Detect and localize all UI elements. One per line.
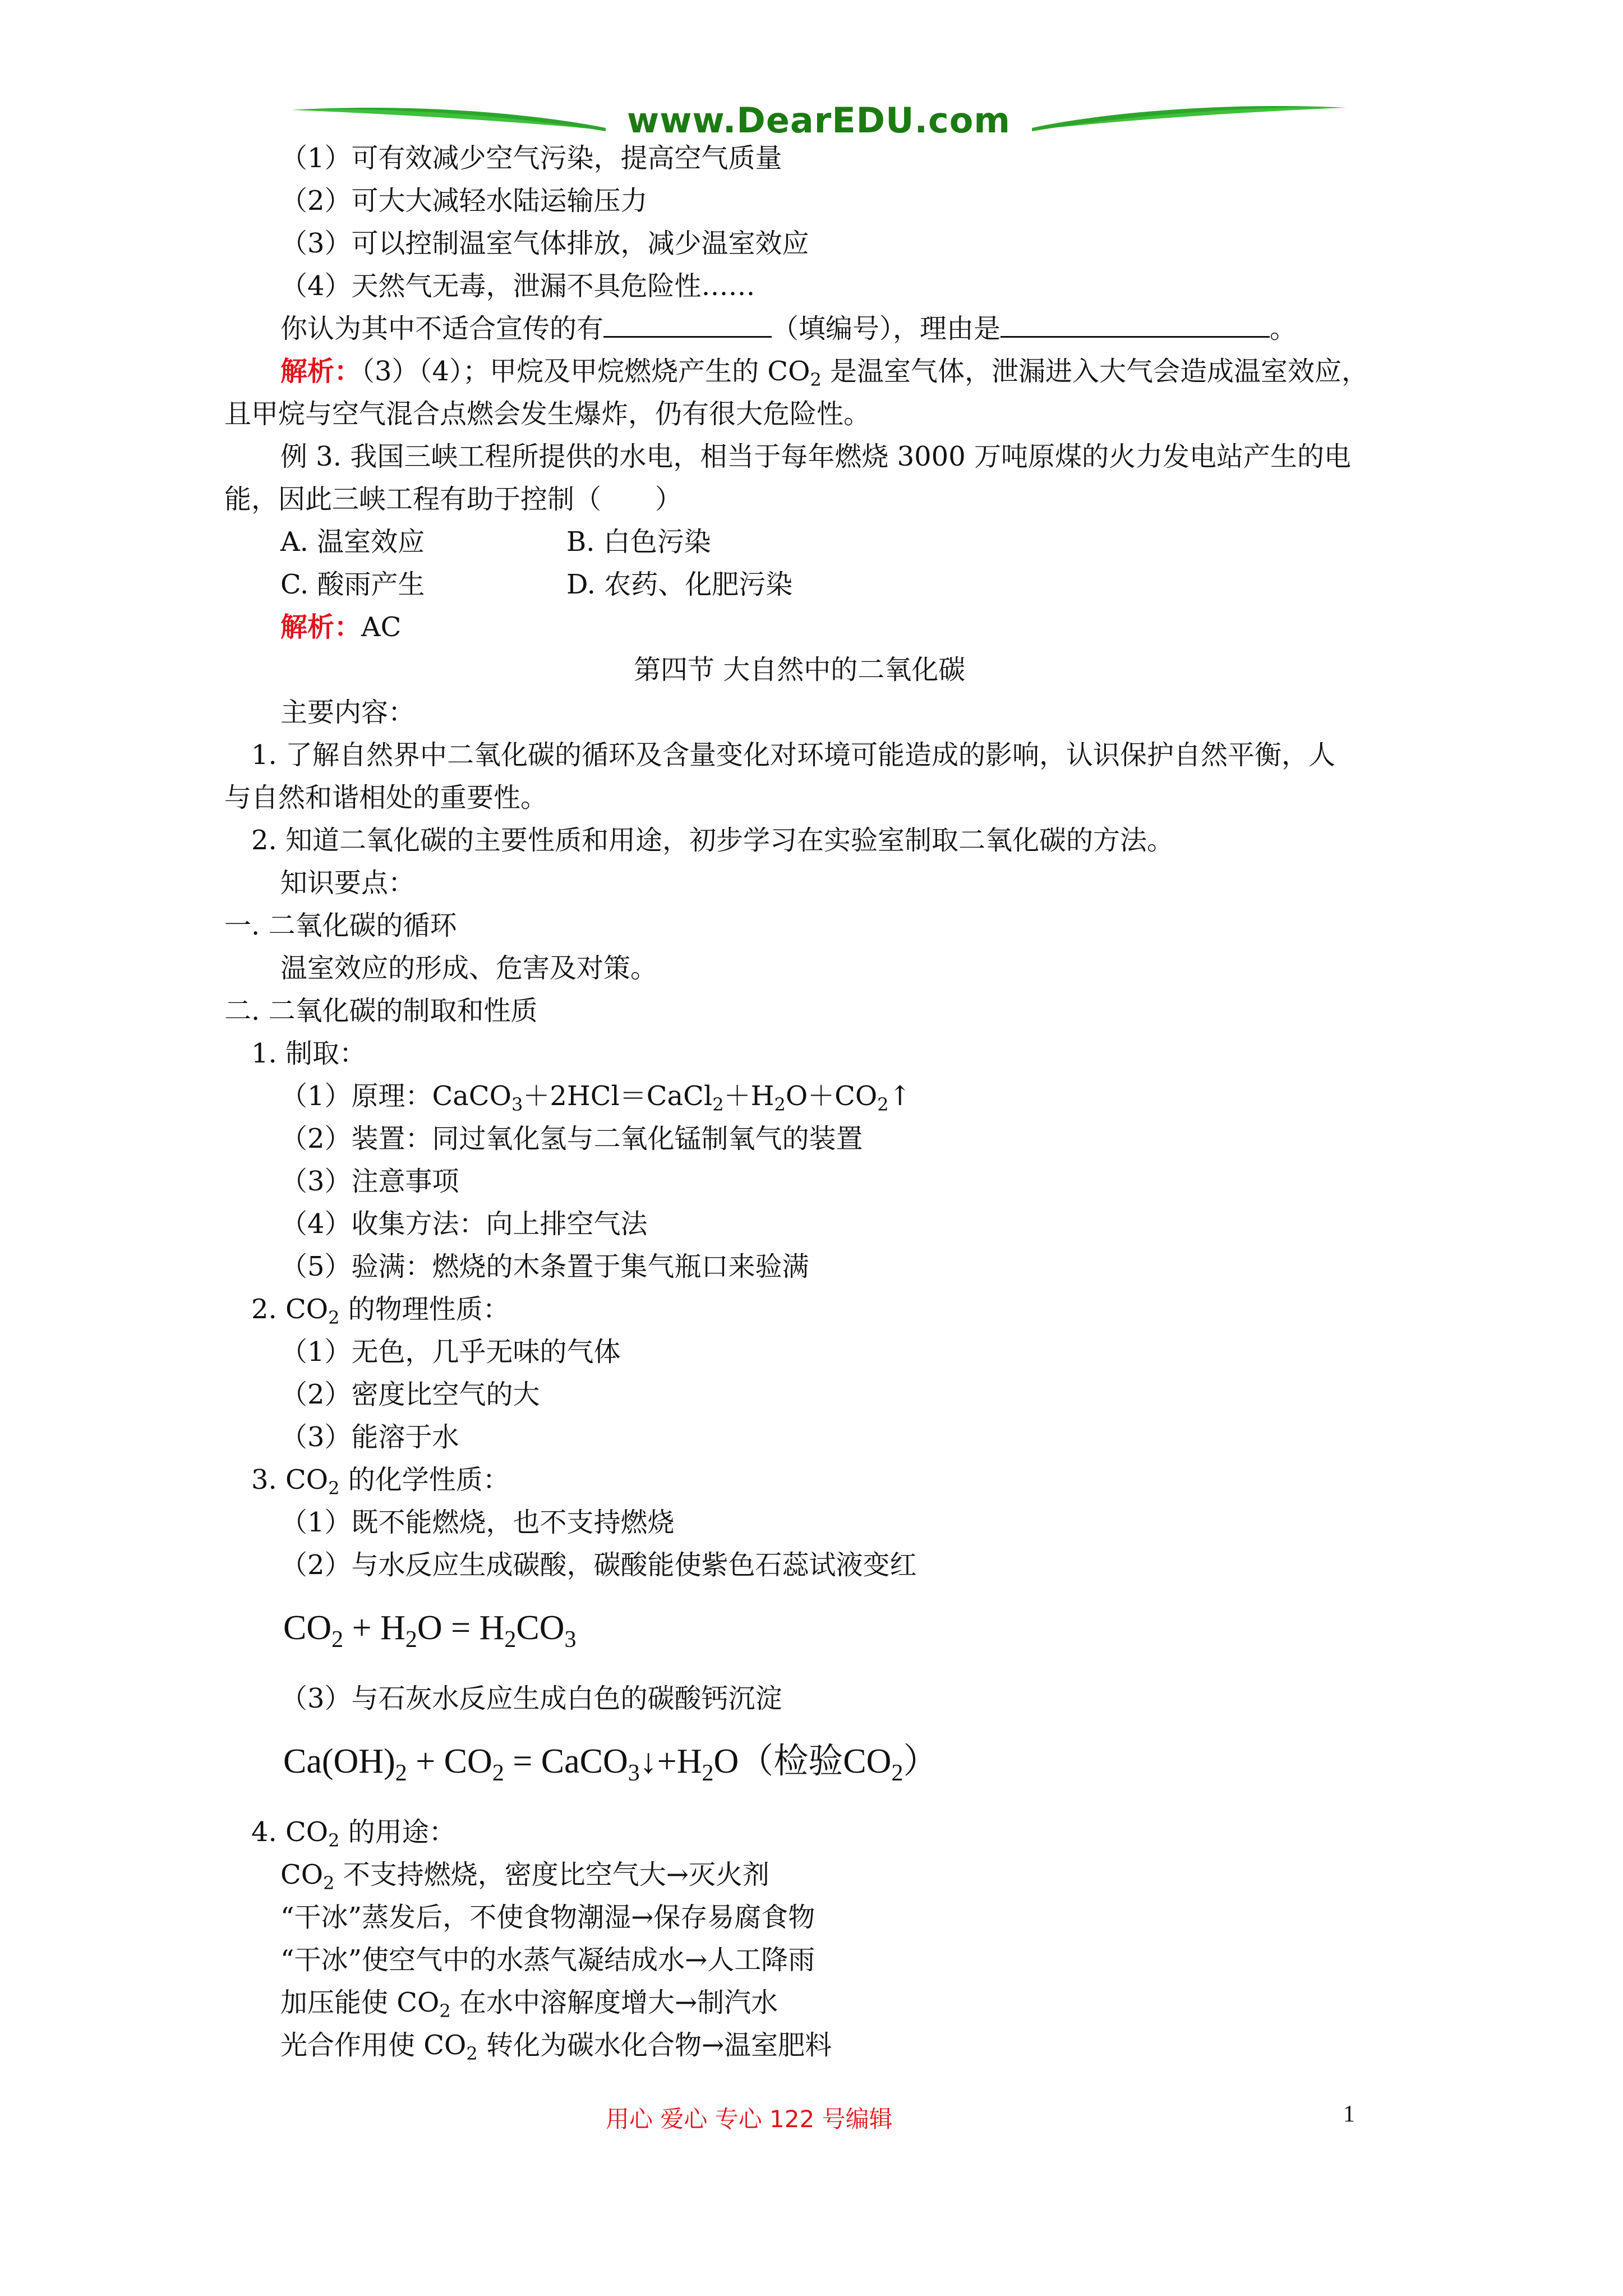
choice-c: C. 酸雨产生: [280, 569, 425, 600]
subheading-chemical: 3. $CO_2$ 的化学性质：: [251, 1464, 510, 1499]
subheading-physical: 2. $CO_2$ 的物理性质：: [251, 1294, 510, 1328]
equation-limewater: $Ca(OH)_2 + CO_2$ = $CaCO_3↓+H_2O$（检验$CO_2$）: [283, 1742, 938, 1786]
analysis-line-1: 解析：（3）（4）；甲烷及甲烷燃烧产生的 $CO_2$ 是温室气体，泄漏进入大气会造成温室效应，: [280, 356, 1369, 390]
heading-preparation-properties: 二. 二氧化碳的制取和性质: [224, 995, 538, 1027]
physical-1: （1）无色，几乎无味的气体: [280, 1336, 621, 1368]
option-2: （2）可大大减轻水陆运输压力: [280, 185, 648, 217]
chemical-1: （1）既不能燃烧，也不支持燃烧: [280, 1507, 675, 1538]
question-text-2: （填编号），理由是: [772, 313, 1001, 344]
knowledge-heading: 知识要点：: [280, 867, 416, 899]
analysis-line-3: 解析：AC: [280, 611, 402, 643]
choice-a: A. 温室效应: [280, 526, 425, 558]
main-content-2: 2. 知道二氧化碳的主要性质和用途，初步学习在实验室制取二氧化碳的方法。: [251, 825, 1174, 856]
subheading-uses: 4. $CO_2$ 的用途：: [251, 1816, 456, 1851]
use-4: 加压能使 $CO_2$ 在水中溶解度增大→制汽水: [280, 1987, 778, 2022]
use-2: “干冰”蒸发后，不使食物潮湿→保存易腐食物: [280, 1902, 815, 1933]
analysis-label: 解析：: [280, 356, 362, 387]
main-content-heading: 主要内容：: [280, 697, 416, 728]
answer-blank-1: [603, 311, 772, 338]
use-1: $CO_2$ 不支持燃烧，密度比空气大→灭火剂: [280, 1859, 769, 1894]
analysis-label-2: 解析：: [280, 611, 362, 643]
physical-2: （2）密度比空气的大: [280, 1379, 540, 1410]
chemical-2: （2）与水反应生成碳酸，碳酸能使紫色石蕊试液变红: [280, 1549, 917, 1581]
choice-b: B. 白色污染: [566, 526, 711, 558]
analysis-line-2: 且甲烷与空气混合点燃会发生爆炸，仍有很大危险性。: [224, 398, 871, 430]
option-1: （1）可有效减少空气污染，提高空气质量: [280, 142, 782, 174]
subheading-preparation: 1. 制取：: [251, 1038, 367, 1069]
answer-blank-2: [1000, 311, 1270, 338]
full-check: （5）验满：燃烧的木条置于集气瓶口来验满: [280, 1251, 809, 1282]
use-3: “干冰”使空气中的水蒸气凝结成水→人工降雨: [280, 1944, 815, 1976]
principle-reaction: （1）原理：$CaCO_3+2HCl=CaCl_2+H_2O+CO_2↑$: [280, 1080, 911, 1115]
main-content-1-line-2: 与自然和谐相处的重要性。: [224, 782, 548, 813]
option-4: （4）天然气无毒，泄漏不具危险性……: [280, 270, 755, 302]
apparatus: （2）装置：同过氧化氢与二氧化锰制氧气的装置: [280, 1123, 863, 1154]
choice-d: D. 农药、化肥污染: [566, 569, 793, 600]
question-fill-line: [280, 311, 1297, 347]
section-title: 第四节 大自然中的二氧化碳: [634, 654, 966, 685]
heading-carbon-cycle: 一. 二氧化碳的循环: [224, 910, 457, 941]
header-logo: [292, 95, 1346, 146]
footer-text: 用心 爱心 专心 122 号编辑: [606, 2105, 893, 2133]
main-content-1-line-1: 1. 了解自然界中二氧化碳的循环及含量变化对环境可能造成的影响，认识保护自然平衡，人: [251, 739, 1336, 771]
greenhouse-text: 温室效应的形成、危害及对策。: [280, 953, 658, 984]
option-3: （3）可以控制温室气体排放，减少温室效应: [280, 228, 809, 259]
use-5: 光合作用使 $CO_2$ 转化为碳水化合物→温室肥料: [280, 2030, 832, 2064]
collection-method: （4）收集方法：向上排空气法: [280, 1208, 648, 1240]
notes: （3）注意事项: [280, 1166, 459, 1197]
physical-3: （3）能溶于水: [280, 1421, 459, 1453]
chemical-3: （3）与石灰水反应生成白色的碳酸钙沉淀: [280, 1683, 782, 1714]
example-3-line-2: 能，因此三峡工程有助于控制（ ）: [224, 484, 683, 515]
page-number: 1: [1343, 2101, 1355, 2127]
question-text-1: 你认为其中不适合宣传的有: [280, 313, 604, 344]
equation-water: $CO_2 + H_2O = H_2CO_3$: [283, 1609, 577, 1653]
question-text-3: 。: [1270, 313, 1297, 344]
example-3-line-1: 例 3. 我国三峡工程所提供的水电，相当于每年燃烧 3000 万吨原煤的火力发电站产生的电: [280, 441, 1351, 472]
site-name: www.DearEDU.com: [626, 100, 1011, 141]
